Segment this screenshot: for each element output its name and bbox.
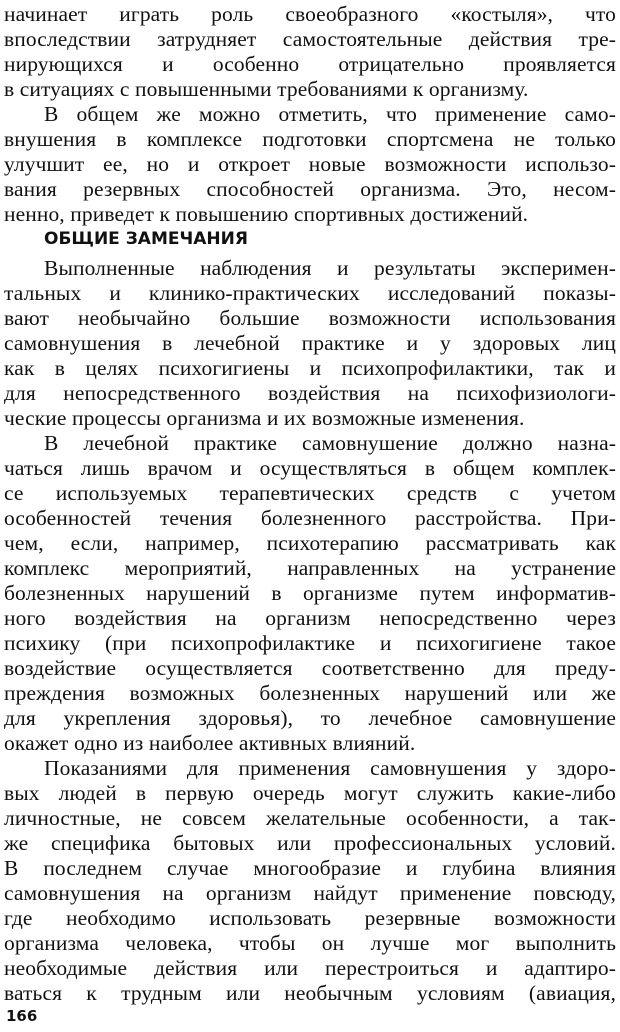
text-line: чем, если, например, психотерапию рассматривать как bbox=[4, 531, 616, 555]
paragraph-first-line: Выполненные наблюдения и результаты эксперимен- bbox=[44, 256, 616, 280]
paragraph-first-line: В общем же можно отметить, что применение само- bbox=[44, 102, 616, 126]
text-line: В последнем случае многообразие и глубина влияния bbox=[4, 856, 616, 880]
text-line: вых людей в первую очередь могут служить какие-либо bbox=[4, 781, 616, 805]
text-line: необходимые действия или перестроиться и адаптиро- bbox=[4, 956, 616, 980]
text-line: ного воздействия на организм непосредственно через bbox=[4, 606, 616, 630]
paragraph-first-line: Показаниями для применения самовнушения у здоро- bbox=[44, 756, 616, 780]
text-line: чаться лишь врачом и осуществляться в общем комплек- bbox=[4, 456, 616, 480]
text-line: внушения в комплексе подготовки спортсмена не только bbox=[4, 127, 616, 151]
text-line: для непосредственного воздействия на психофизиологи- bbox=[4, 381, 616, 405]
page-number: 166 bbox=[6, 1007, 38, 1025]
text-line: как в целях психогигиены и психопрофилактики, так и bbox=[4, 356, 616, 380]
text-line: организма человека, чтобы он лучше мог выполнить bbox=[4, 931, 616, 955]
text-line: воздействие осуществляется соответственно для преду- bbox=[4, 656, 616, 680]
text-line: преждения возможных болезненных нарушений или же bbox=[4, 681, 616, 705]
text-line: впоследствии затрудняет самостоятельные действия тре- bbox=[4, 27, 616, 51]
text-line: ческие процессы организма и их возможные изменения. bbox=[4, 406, 525, 430]
text-line: болезненных нарушений в организме путем информатив- bbox=[4, 581, 616, 605]
text-line: же специфика бытовых или профессиональных условий. bbox=[4, 831, 616, 855]
text-line: улучшит ее, но и откроет новые возможности использо- bbox=[4, 152, 616, 176]
text-line: ненно, приведет к повышению спортивных достижений. bbox=[4, 202, 529, 226]
text-line: се используемых терапевтических средств с учетом bbox=[4, 481, 616, 505]
text-line: вания резервных способностей организма. Это, несом- bbox=[4, 177, 616, 201]
text-line: нирующихся и особенно отрицательно проявляется bbox=[4, 52, 616, 76]
text-line: особенностей течения болезненного расстройства. При- bbox=[4, 506, 616, 530]
text-line: ваться к трудным или необычным условиям (авиация, bbox=[4, 981, 616, 1005]
text-line: психику (при психопрофилактике и психогигиене такое bbox=[4, 631, 616, 655]
text-line: для укрепления здоровья), то лечебное самовнушение bbox=[4, 706, 616, 730]
paragraph-first-line: В лечебной практике самовнушение должно назна- bbox=[44, 431, 616, 455]
text-line: самовнушения в лечебной практике и у здоровых лиц bbox=[4, 331, 616, 355]
text-line: вают необычайно большие возможности использования bbox=[4, 306, 616, 330]
text-line: окажет одно из наиболее активных влияний. bbox=[4, 731, 416, 755]
text-line: самовнушения на организм найдут применение повсюду, bbox=[4, 881, 616, 905]
text-line: в ситуациях с повышенными требованиями к организму. bbox=[4, 77, 529, 101]
section-heading: ОБЩИЕ ЗАМЕЧАНИЯ bbox=[44, 229, 248, 249]
text-line: начинает играть роль своеобразного «костыля», что bbox=[4, 2, 616, 26]
text-line: комплекс мероприятий, направленных на устранение bbox=[4, 556, 616, 580]
text-line: личностные, не совсем желательные особенности, а так- bbox=[4, 806, 616, 830]
text-line: тальных и клинико-практических исследований показы- bbox=[4, 281, 616, 305]
text-line: где необходимо использовать резервные возможности bbox=[4, 906, 616, 930]
